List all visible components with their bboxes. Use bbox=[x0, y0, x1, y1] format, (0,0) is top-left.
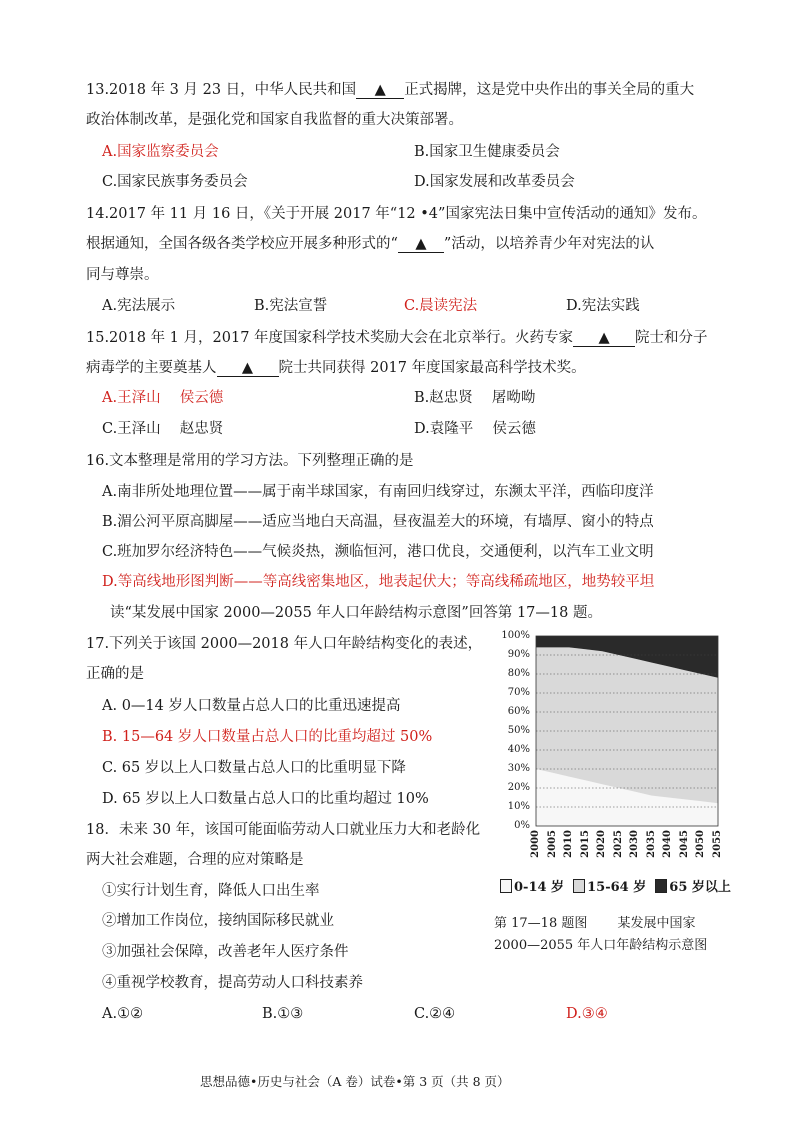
q15-stem-text-b: 院士和分子 bbox=[635, 330, 708, 346]
y-tick-label: 80% bbox=[507, 668, 530, 679]
q13-option-c: C.国家民族事务委员会 bbox=[102, 174, 248, 190]
q14-option-c: C.晨读宪法 bbox=[404, 298, 478, 314]
q13-stem-line2: 政治体制改革，是强化党和国家自我监督的重大决策部署。 bbox=[86, 112, 463, 128]
y-tick-label: 50% bbox=[507, 725, 530, 736]
q17-stem-line1: 17.下列关于该国 2000—2018 年人口年龄结构变化的表述， bbox=[86, 636, 483, 652]
q15-answer-blank-1: ▲ bbox=[573, 330, 635, 347]
q18-item-3: ③加强社会保障，改善老年人医疗条件 bbox=[102, 944, 349, 960]
q17-option-d: D. 65 岁以上人口数量占总人口的比重均超过 10% bbox=[102, 791, 429, 807]
q15-stem-text-d: 院士共同获得 2017 年度国家最高科学技术奖。 bbox=[278, 360, 586, 376]
y-tick-label: 60% bbox=[507, 706, 530, 717]
q13-option-b: B.国家卫生健康委员会 bbox=[414, 144, 560, 160]
q15-stem-text-c: 病毒学的主要奠基人 bbox=[86, 360, 217, 376]
y-tick-label: 30% bbox=[507, 763, 530, 774]
q16-option-b: B.湄公河平原高脚屋——适应当地白天高温，昼夜温差大的环境，有墙厚、窗小的特点 bbox=[102, 514, 654, 530]
q13-stem-text: 13.2018 年 3 月 23 日，中华人民共和国 bbox=[86, 82, 357, 98]
q17-18-intro: 读“某发展中国家 2000—2055 年人口年龄结构示意图”回答第 17—18 题。 bbox=[110, 605, 602, 621]
legend-swatch-65plus bbox=[655, 879, 667, 893]
q15-option-c: C.王泽山 赵忠贤 bbox=[102, 421, 224, 437]
x-tick-label: 2040 bbox=[662, 830, 674, 858]
y-tick-label: 10% bbox=[507, 801, 530, 812]
q14-stem-line3: 同与尊崇。 bbox=[86, 267, 159, 283]
q18-option-c: C.②④ bbox=[414, 1006, 456, 1022]
q13-stem-text-b: 正式揭牌，这是党中央作出的事关全局的重大 bbox=[404, 82, 695, 98]
q16-option-c: C.班加罗尔经济特色——气候炎热，濒临恒河，港口优良，交通便利，以汽车工业文明 bbox=[102, 544, 654, 560]
chart-plot bbox=[496, 626, 736, 846]
legend-item-0-14 bbox=[500, 880, 564, 895]
x-tick-label: 2025 bbox=[612, 830, 624, 858]
q16-stem: 16.文本整理是常用的学习方法。下列整理正确的是 bbox=[86, 453, 414, 469]
y-tick-label: 40% bbox=[507, 744, 530, 755]
legend-item-65plus bbox=[655, 880, 731, 895]
q14-option-d: D.宪法实践 bbox=[566, 298, 640, 314]
y-tick-label: 90% bbox=[507, 649, 530, 660]
q18-item-1: ①实行计划生育，降低人口出生率 bbox=[102, 883, 320, 899]
x-tick-label: 2050 bbox=[695, 830, 707, 858]
legend-item-15-64 bbox=[573, 880, 646, 895]
x-tick-label: 2055 bbox=[712, 830, 723, 858]
q15-answer-blank-2: ▲ bbox=[217, 360, 279, 377]
q18-option-b: B.①③ bbox=[262, 1006, 304, 1022]
legend-label-65plus: 65 岁以上 bbox=[669, 880, 731, 895]
q14-option-a: A.宪法展示 bbox=[102, 298, 176, 314]
legend-label-0-14: 0-14 岁 bbox=[514, 880, 565, 895]
q18-option-a: A.①② bbox=[102, 1006, 144, 1022]
x-tick-label: 2045 bbox=[678, 830, 690, 858]
x-tick-label: 2030 bbox=[629, 830, 641, 858]
q18-item-4: ④重视学校教育，提高劳动人口科技素养 bbox=[102, 975, 363, 991]
q14-stem-text: 根据通知，全国各级各类学校应开展多种形式的“ bbox=[86, 236, 398, 252]
q16-option-a: A.南非所处地理位置——属于南半球国家，有南回归线穿过，东濒太平洋，西临印度洋 bbox=[102, 484, 654, 500]
q17-stem-line2: 正确的是 bbox=[86, 666, 144, 682]
q18-stem-line2: 两大社会难题，合理的应对策略是 bbox=[86, 852, 304, 868]
q15-stem-line1 bbox=[86, 328, 708, 348]
q15-option-a: A.王泽山 侯云德 bbox=[102, 390, 224, 406]
q14-stem-line2 bbox=[86, 234, 654, 254]
x-tick-label: 2015 bbox=[579, 830, 591, 858]
q15-option-b: B.赵忠贤 屠呦呦 bbox=[414, 390, 536, 406]
x-tick-label: 2020 bbox=[596, 830, 608, 858]
q18-item-2: ②增加工作岗位，接纳国际移民就业 bbox=[102, 913, 334, 929]
chart-legend bbox=[500, 876, 731, 895]
q18-option-d: D.③④ bbox=[566, 1006, 608, 1022]
q17-option-c: C. 65 岁以上人口数量占总人口的比重明显下降 bbox=[102, 760, 406, 776]
q16-option-d: D.等高线地形图判断——等高线密集地区，地表起伏大；等高线稀疏地区，地势较平坦 bbox=[102, 574, 655, 590]
x-tick-label: 2005 bbox=[546, 830, 558, 858]
q14-stem-line1: 14.2017 年 11 月 16 日，《关于开展 2017 年“12 •4”国家宪法日集中宣传活动的通知》发布。 bbox=[86, 206, 707, 222]
legend-swatch-15-64 bbox=[573, 879, 585, 893]
legend-label-15-64: 15-64 岁 bbox=[587, 880, 647, 895]
y-tick-label: 0% bbox=[514, 820, 530, 831]
q15-stem-text: 15.2018 年 1 月，2017 年度国家科学技术奖励大会在北京举行。火药专家 bbox=[86, 330, 574, 346]
page-footer: 思想品德•历史与社会（A 卷）试卷•第 3 页（共 8 页） bbox=[200, 1074, 510, 1089]
y-tick-label: 20% bbox=[507, 782, 530, 793]
chart-caption-line2: 2000—2055 年人口年龄结构示意图 bbox=[494, 938, 708, 953]
q17-option-a: A. 0—14 岁人口数量占总人口的比重迅速提高 bbox=[102, 698, 401, 714]
x-tick-label: 2035 bbox=[645, 830, 657, 858]
q14-answer-blank: ▲ bbox=[398, 236, 444, 253]
q13-answer-blank: ▲ bbox=[356, 82, 404, 99]
q18-stem-line1: 18．未来 30 年，该国可能面临劳动人口就业压力大和老龄化 bbox=[86, 822, 481, 838]
q15-stem-line2 bbox=[86, 358, 586, 378]
q13-stem-line1 bbox=[86, 80, 694, 100]
chart-caption-line1: 第 17—18 题图 某发展中国家 bbox=[494, 916, 696, 931]
y-tick-label: 100% bbox=[501, 630, 530, 641]
q17-option-b: B. 15—64 岁人口数量占总人口的比重均超过 50% bbox=[102, 729, 433, 745]
x-tick-label: 2010 bbox=[563, 830, 575, 858]
q14-stem-text-b: ”活动，以培养青少年对宪法的认 bbox=[443, 236, 655, 252]
legend-swatch-0-14 bbox=[500, 879, 512, 893]
x-tick-label: 2000 bbox=[530, 830, 541, 858]
y-tick-label: 70% bbox=[507, 687, 530, 698]
q14-option-b: B.宪法宣誓 bbox=[254, 298, 328, 314]
q15-option-d: D.袁隆平 侯云德 bbox=[414, 421, 536, 437]
population-chart bbox=[496, 626, 736, 956]
q13-option-d: D.国家发展和改革委员会 bbox=[414, 174, 575, 190]
q13-option-a: A.国家监察委员会 bbox=[102, 144, 219, 160]
